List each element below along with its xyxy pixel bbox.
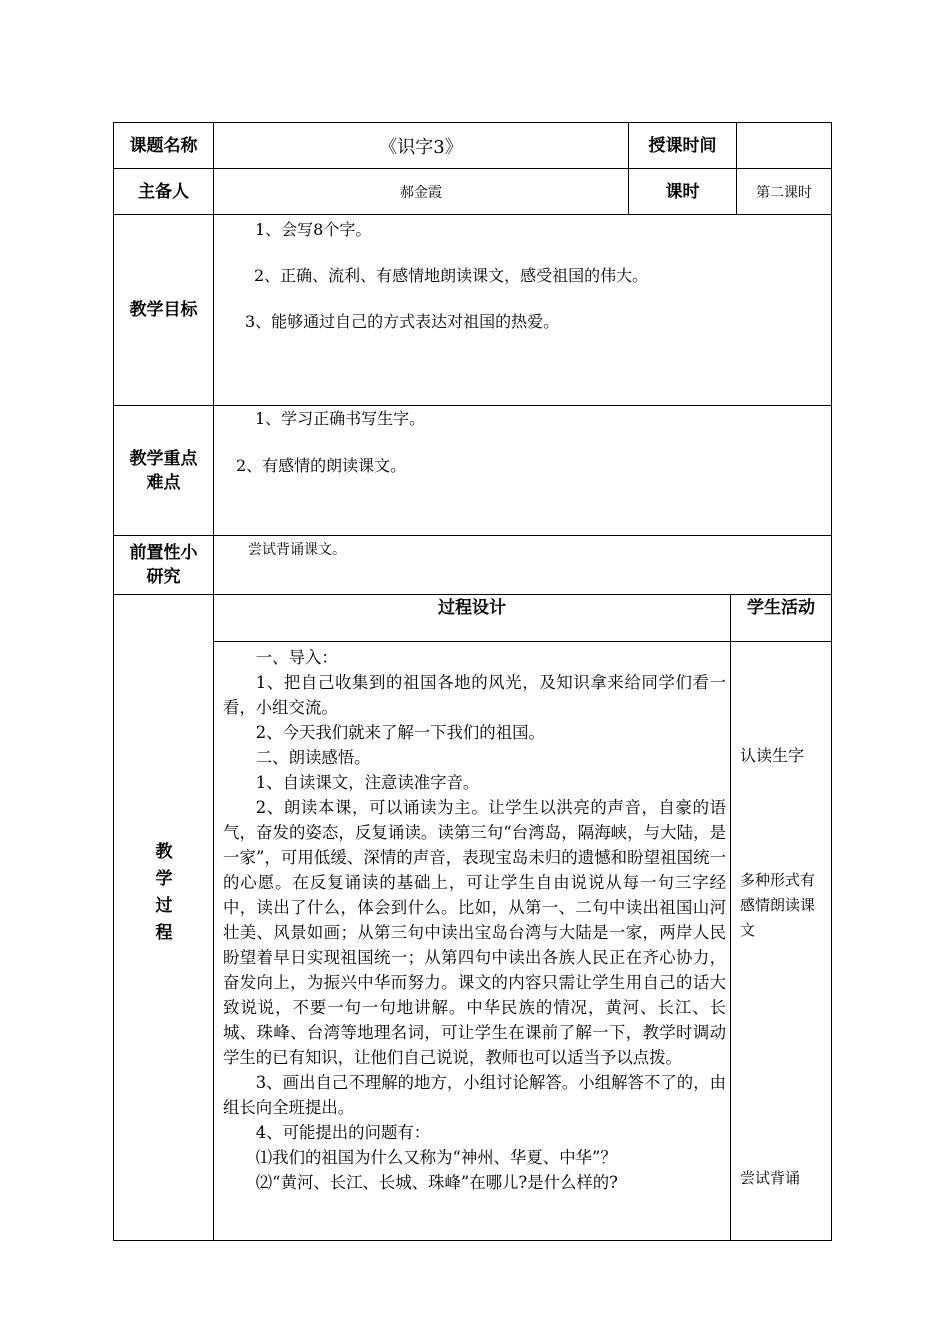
pre-study-label-line2: 研究 bbox=[146, 567, 181, 587]
key-points-label bbox=[114, 406, 213, 535]
goal-item: 3、能够通过自己的方式表达对祖国的热爱。 bbox=[245, 312, 560, 331]
process-paragraph: 二、朗读感悟。 bbox=[255, 748, 371, 767]
process-paragraph: 4、可能提出的问题有： bbox=[255, 1123, 431, 1142]
topic-label: 课题名称 bbox=[129, 135, 198, 156]
process-paragraph: 2、朗读本课，可以诵读为主。让学生以洪亮的声音，自豪的语气，奋发的姿态，反复诵读。读第三句“台湾岛，隔海峡，与大陆，是一家”，可用低缓、深情的声音，表现宝岛未归的遗憾和盼望祖国统一的心愿。在反复诵读的基础上，可让学生自由说说从每一句三字经中，读出了什么，体会到什么。比如，从第一、二句中读出祖国山河壮美、风景如画；从第三句中读出宝岛台湾与大陆是一家，两岸人民盼望着早日实现祖国统一；从第四句中读出各族人民正在齐心协力，奋发向上，为振兴中华而努力。课文的内容只需让学生用自己的话大致说说，不要一句一句地讲解。中华民族的情况，黄河、长江、长城、珠峰、台湾等地理名词，可让学生在课前了解一下，教学时调动学生的已有知识，让他们自己说说，教师也可以适当予以点拨。 bbox=[223, 798, 726, 1067]
process-paragraph: 2、今天我们就来了解一下我们的祖国。 bbox=[255, 723, 545, 742]
column-divider bbox=[213, 122, 214, 1241]
process-label-char: 教 bbox=[155, 842, 173, 862]
row-divider bbox=[113, 535, 832, 536]
process-paragraph: ⑵“黄河、长江、长城、珠峰”在哪儿?是什么样的? bbox=[255, 1173, 618, 1192]
process-label-char: 过 bbox=[155, 896, 173, 916]
student-activity: 尝试背诵 bbox=[740, 1169, 801, 1187]
row-divider bbox=[113, 405, 832, 406]
row-divider bbox=[113, 214, 832, 215]
period-value: 第二课时 bbox=[756, 184, 812, 201]
process-paragraph: 一、导入： bbox=[255, 648, 338, 667]
row-divider bbox=[213, 641, 832, 642]
preparer-label: 主备人 bbox=[138, 181, 189, 202]
key-points-label-line2: 难点 bbox=[146, 472, 181, 493]
key-points-label-line1: 教学重点 bbox=[129, 448, 198, 469]
table-border-bottom bbox=[113, 1240, 832, 1241]
goal-item: 1、会写8个字。 bbox=[255, 220, 372, 239]
topic-value: 《识字3》 bbox=[379, 136, 463, 158]
student-activity: 多种形式有感情朗读课文 bbox=[740, 871, 816, 939]
process-paragraph: 1、自读课文，注意读准字音。 bbox=[255, 773, 480, 792]
pre-study-label bbox=[114, 536, 213, 594]
column-divider bbox=[730, 594, 731, 1241]
table-border-right bbox=[831, 122, 832, 1241]
process-label-char: 学 bbox=[155, 869, 173, 889]
process-paragraph: ⑴我们的祖国为什么又称为“神州、华夏、中华”？ bbox=[255, 1148, 617, 1167]
goals-label: 教学目标 bbox=[129, 300, 198, 320]
period-label: 课时 bbox=[665, 181, 700, 202]
student-activity: 认读生字 bbox=[740, 746, 805, 765]
design-header: 过程设计 bbox=[438, 598, 506, 618]
goal-item: 2、正确、流利、有感情地朗读课文，感受祖国的伟大。 bbox=[254, 266, 649, 285]
process-paragraph: 1、把自己收集到的祖国各地的风光，及知识拿来给同学们看一看，小组交流。 bbox=[223, 673, 726, 717]
pre-study-label-line1: 前置性小 bbox=[129, 543, 198, 563]
process-paragraph: 3、画出自己不理解的地方，小组讨论解答。小组解答不了的，由组长向全班提出。 bbox=[223, 1073, 726, 1117]
time-value bbox=[737, 123, 831, 168]
preparer-value: 郝金霞 bbox=[400, 184, 442, 201]
process-design-text bbox=[223, 645, 726, 1195]
activity-header: 学生活动 bbox=[747, 598, 815, 618]
key-point-item: 1、学习正确书写生字。 bbox=[255, 409, 426, 428]
process-label-char: 程 bbox=[155, 923, 173, 943]
time-label: 授课时间 bbox=[648, 135, 717, 156]
key-point-item: 2、有感情的朗读课文。 bbox=[236, 456, 407, 475]
pre-study-text: 尝试背诵课文。 bbox=[248, 542, 346, 558]
